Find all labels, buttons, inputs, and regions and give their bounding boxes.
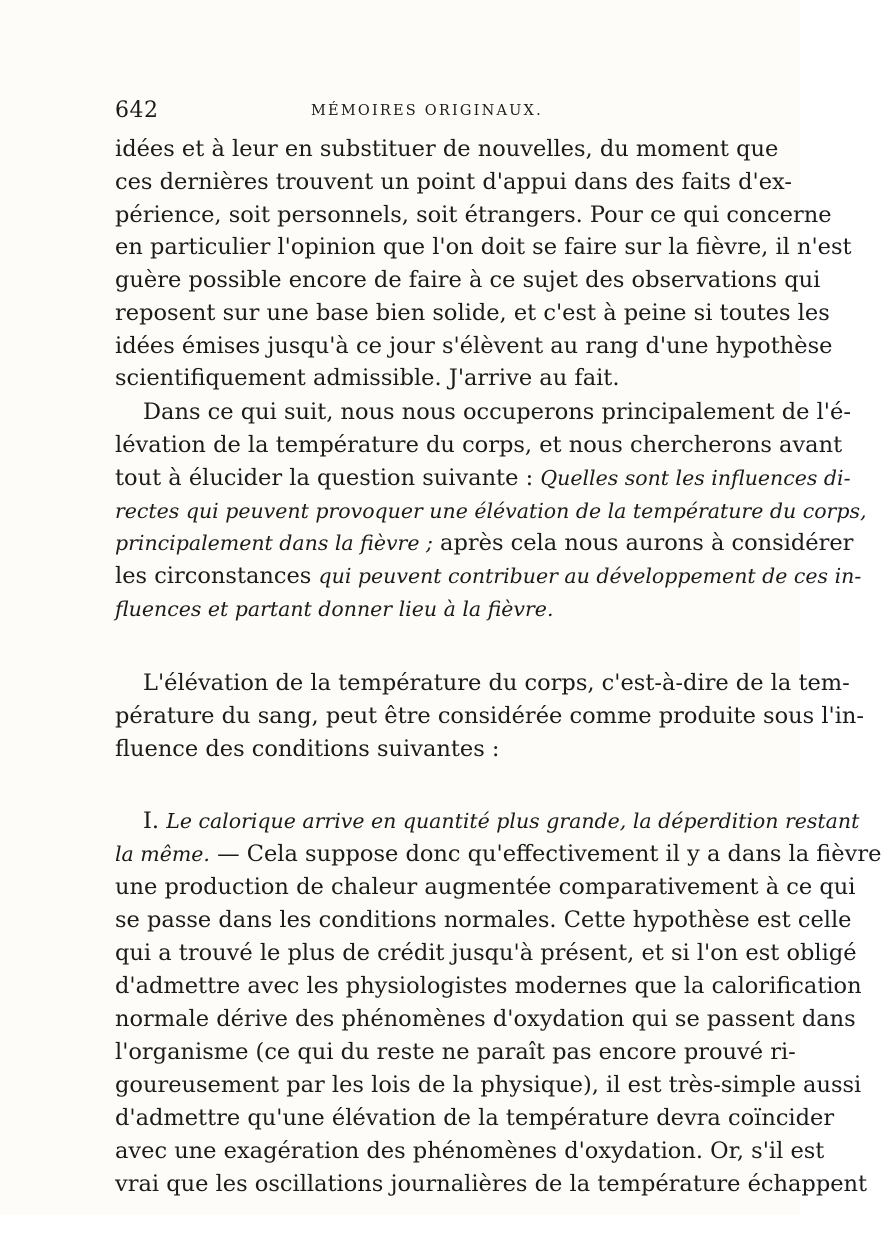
- text-line: vrai que les oscillations journalières de la température échappent: [115, 1171, 868, 1197]
- text-line: ces dernières trouvent un point d'appui dans des faits d'ex-: [115, 169, 792, 195]
- text-line: L'élévation de la température du corps, c'est-à-dire de la tem-: [143, 670, 850, 696]
- text-line: guère possible encore de faire à ce sujet des observations qui: [115, 267, 821, 293]
- text-line: avec une exagération des phénomènes d'oxydation. Or, s'il est: [115, 1138, 825, 1164]
- text-line: fluences et partant donner lieu à la fièvre.: [115, 597, 554, 621]
- text-line: en particulier l'opinion que l'on doit se faire sur la fièvre, il n'est: [115, 234, 852, 260]
- text-line: goureusement par les lois de la physique), il est très-simple aussi: [115, 1072, 862, 1098]
- text-line: I. Le calorique arrive en quantité plus grande, la déperdition restant: [143, 808, 860, 834]
- text-line: les circonstances qui peuvent contribuer au développement de ces in-: [115, 563, 862, 589]
- page-header: [115, 98, 685, 128]
- text-line: idées émises jusqu'à ce jour s'élèvent au rang d'une hypothèse: [115, 333, 833, 359]
- text-line: pérature du sang, peut être considérée comme produite sous l'in-: [115, 703, 865, 729]
- text-line: lévation de la température du corps, et nous chercherons avant: [115, 432, 843, 458]
- text-line: se passe dans les conditions normales. Cette hypothèse est celle: [115, 907, 852, 933]
- text-line: fluence des conditions suivantes :: [115, 736, 500, 762]
- text-line: la même. — Cela suppose donc qu'effectivement il y a dans la fièvre: [115, 841, 881, 867]
- text-line: normale dérive des phénomènes d'oxydation qui se passent dans: [115, 1006, 856, 1032]
- text-line: qui a trouvé le plus de crédit jusqu'à présent, et si l'on est obligé: [115, 940, 857, 966]
- text-line: d'admettre avec les physiologistes modernes que la calorification: [115, 973, 862, 999]
- text-line: périence, soit personnels, soit étrangers. Pour ce qui concerne: [115, 202, 832, 228]
- text-line: tout à élucider la question suivante : Quelles sont les influences di-: [115, 465, 851, 491]
- page-number: 642: [115, 98, 159, 123]
- text-line: l'organisme (ce qui du reste ne paraît pas encore prouvé ri-: [115, 1039, 796, 1065]
- text-line: scientifiquement admissible. J'arrive au fait.: [115, 365, 620, 391]
- text-line: rectes qui peuvent provoquer une élévation de la température du corps,: [115, 499, 867, 523]
- running-title: MÉMOIRES ORIGINAUX.: [311, 103, 543, 119]
- text-line: principalement dans la fièvre ; après cela nous aurons à considérer: [115, 530, 854, 556]
- text-line: reposent sur une base bien solide, et c'est à peine si toutes les: [115, 300, 830, 326]
- text-line: Dans ce qui suit, nous nous occuperons principalement de l'é-: [143, 399, 851, 425]
- text-line: idées et à leur en substituer de nouvelles, du moment que: [115, 136, 779, 162]
- text-line: d'admettre qu'une élévation de la température devra coïncider: [115, 1105, 835, 1131]
- text-line: une production de chaleur augmentée comparativement à ce qui: [115, 874, 856, 900]
